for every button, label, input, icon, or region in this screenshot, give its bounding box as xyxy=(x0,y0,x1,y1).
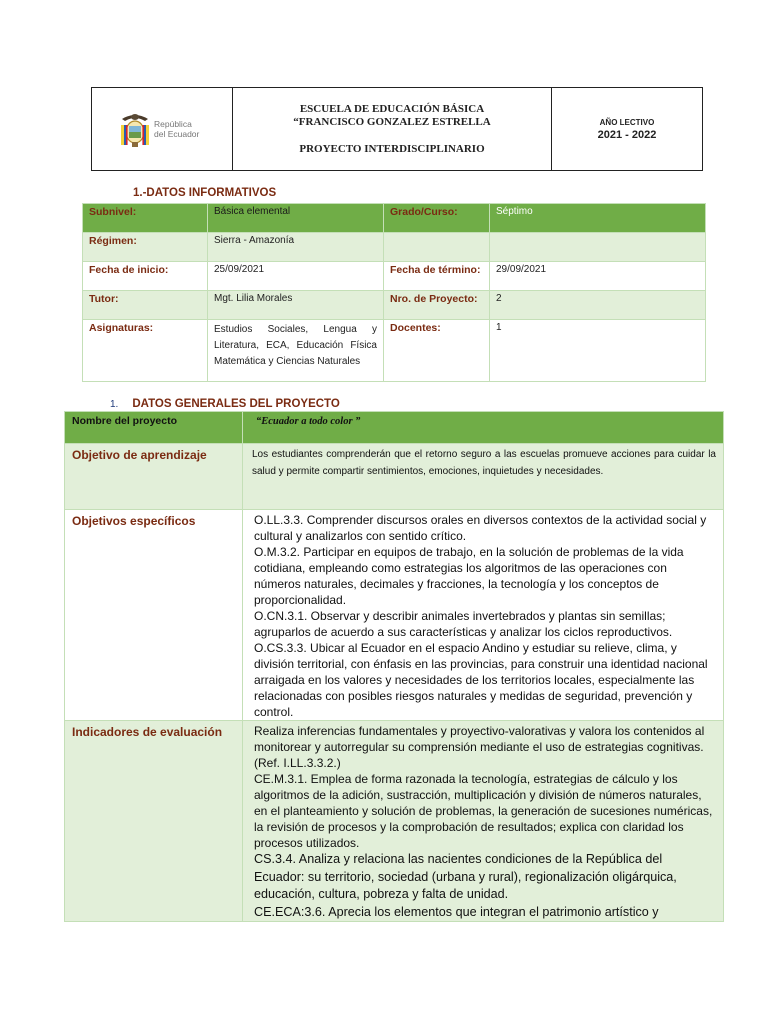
nro-proyecto-value: 2 xyxy=(490,291,706,320)
objetivo-especifico-item: O.M.3.2. Participar en equipos de trabajo, en la solución de problemas de la vida cotidiana, empleando como estrategias los algoritmos de las operaciones con números naturales, decimales y fracciones, la tecnología y los conceptos de proporcionalidad. xyxy=(254,545,684,607)
indicador-item: CS.3.4. Analiza y relaciona las nacientes condiciones de la República del Ecuador: su territorio, sociedad (urbana y rural), regionalización oligárquica, educación, cultura, pobreza y falta de unidad. xyxy=(254,852,677,901)
tutor-label: Tutor: xyxy=(83,291,208,320)
section-title-text: DATOS GENERALES DEL PROYECTO xyxy=(132,398,340,410)
ecuador-coat-of-arms-logo xyxy=(92,109,232,149)
table-row xyxy=(83,262,706,291)
year-value: 2021 - 2022 xyxy=(597,128,657,141)
subnivel-label: Subnivel: xyxy=(83,204,208,233)
objetivo-aprendizaje-cell xyxy=(243,444,724,510)
objetivo-especifico-item: O.CS.3.3. Ubicar al Ecuador en el espacio Andino y estudiar su relieve, clima, y división territorial, con énfasis en las provincias, para construir una identidad nacional arraigada en los valores y necesidades de los territorios locales, especialmente las relacionadas con posibles riesgos naturales y medidas de seguridad, prevención y control. xyxy=(254,641,708,719)
nombre-proyecto-text: “Ecuador a todo color ” xyxy=(256,416,361,427)
table-row xyxy=(65,412,724,444)
indicador-item: Realiza inferencias fundamentales y proyectivo-valorativas y valora los contenidos al monitorear y autorregular su comprensión mediante el uso de estrategias cognitivas. (Ref. I.LL.3.3.2.) xyxy=(254,724,705,770)
indicadores-evaluacion-cell xyxy=(243,721,724,922)
asignaturas-label: Asignaturas: xyxy=(83,320,208,382)
objetivo-aprendizaje-value: Los estudiantes comprenderán que el retorno seguro a las escuelas promueve acciones para cuidar la salud y permite compartir sentimientos, emociones, inquietudes y necesidades. xyxy=(252,449,716,477)
logo-text xyxy=(154,119,199,139)
general-data-table xyxy=(64,411,724,922)
section-number: 1. xyxy=(110,399,119,410)
nombre-proyecto-label: Nombre del proyecto xyxy=(65,412,243,444)
logo-text-line1: República xyxy=(154,119,192,129)
section-title-datos-informativos: 1.-DATOS INFORMATIVOS xyxy=(133,187,277,199)
logo-text-line2: del Ecuador xyxy=(154,129,200,139)
empty-cell xyxy=(384,233,490,262)
fecha-termino-value: 29/09/2021 xyxy=(490,262,706,291)
table-row xyxy=(65,721,724,922)
school-name-line1: ESCUELA DE EDUCACIÓN BÁSICA xyxy=(299,102,485,115)
empty-cell xyxy=(490,233,706,262)
nombre-proyecto-value xyxy=(243,412,724,444)
indicadores-evaluacion-label: Indicadores de evaluación xyxy=(65,721,243,922)
objetivo-especifico-item: O.LL.3.3. Comprender discursos orales en diversos contextos de la actividad social y cultural y analizarlos con sentido crítico. xyxy=(254,513,707,543)
subnivel-value: Básica elemental xyxy=(208,204,384,233)
info-table xyxy=(82,203,706,382)
docentes-value: 1 xyxy=(490,320,706,382)
table-row xyxy=(83,233,706,262)
school-name-line2: “FRANCISCO GONZALEZ ESTRELLA xyxy=(293,115,491,128)
fecha-termino-label: Fecha de término: xyxy=(384,262,490,291)
table-row xyxy=(65,510,724,721)
tutor-value: Mgt. Lilia Morales xyxy=(208,291,384,320)
year-cell xyxy=(552,88,703,171)
grado-value: Séptimo xyxy=(490,204,706,233)
indicador-item: CE.M.3.1. Emplea de forma razonada la tecnología, estrategias de cálculo y los algoritmos de la adición, sustracción, multiplicación y división de números naturales, en el planteamiento y solución de problemas, la generación de sucesiones numéricas, la revisión de procesos y la comprobación de resultados; explica con claridad los procesos utilizados. xyxy=(254,772,713,850)
table-row xyxy=(83,204,706,233)
regimen-label: Régimen: xyxy=(83,233,208,262)
fecha-inicio-label: Fecha de inicio: xyxy=(83,262,208,291)
coat-of-arms-icon xyxy=(118,109,152,149)
regimen-value: Sierra - Amazonía xyxy=(208,233,384,262)
grado-label: Grado/Curso: xyxy=(384,204,490,233)
indicador-item: CE.ECA:3.6. Aprecia los elementos que integran el patrimonio artístico y xyxy=(254,904,659,919)
header-table xyxy=(91,87,703,171)
fecha-inicio-value: 25/09/2021 xyxy=(208,262,384,291)
objetivo-aprendizaje-label: Objetivo de aprendizaje xyxy=(65,444,243,510)
table-row xyxy=(65,444,724,510)
nro-proyecto-label: Nro. de Proyecto: xyxy=(384,291,490,320)
logo-cell xyxy=(92,88,233,171)
objetivos-especificos-cell xyxy=(243,510,724,721)
year-label: AÑO LECTIVO xyxy=(599,117,655,127)
asignaturas-value: Estudios Sociales, Lengua y Literatura, ECA, Educación Física Matemática y Ciencias Naturales xyxy=(208,320,384,382)
objetivos-especificos-list xyxy=(250,510,716,720)
school-cell xyxy=(233,88,552,171)
project-type: PROYECTO INTERDISCIPLINARIO xyxy=(299,142,485,155)
objetivo-especifico-item: O.CN.3.1. Observar y describir animales invertebrados y plantas sin semillas; agruparlos de acuerdo a sus características y analizar los ciclos reproductivos. xyxy=(254,609,673,639)
table-row xyxy=(83,320,706,382)
objetivos-especificos-label: Objetivos específicos xyxy=(65,510,243,721)
docentes-label: Docentes: xyxy=(384,320,490,382)
section-title-datos-generales xyxy=(110,398,340,410)
indicadores-list xyxy=(250,721,716,921)
table-row xyxy=(83,291,706,320)
